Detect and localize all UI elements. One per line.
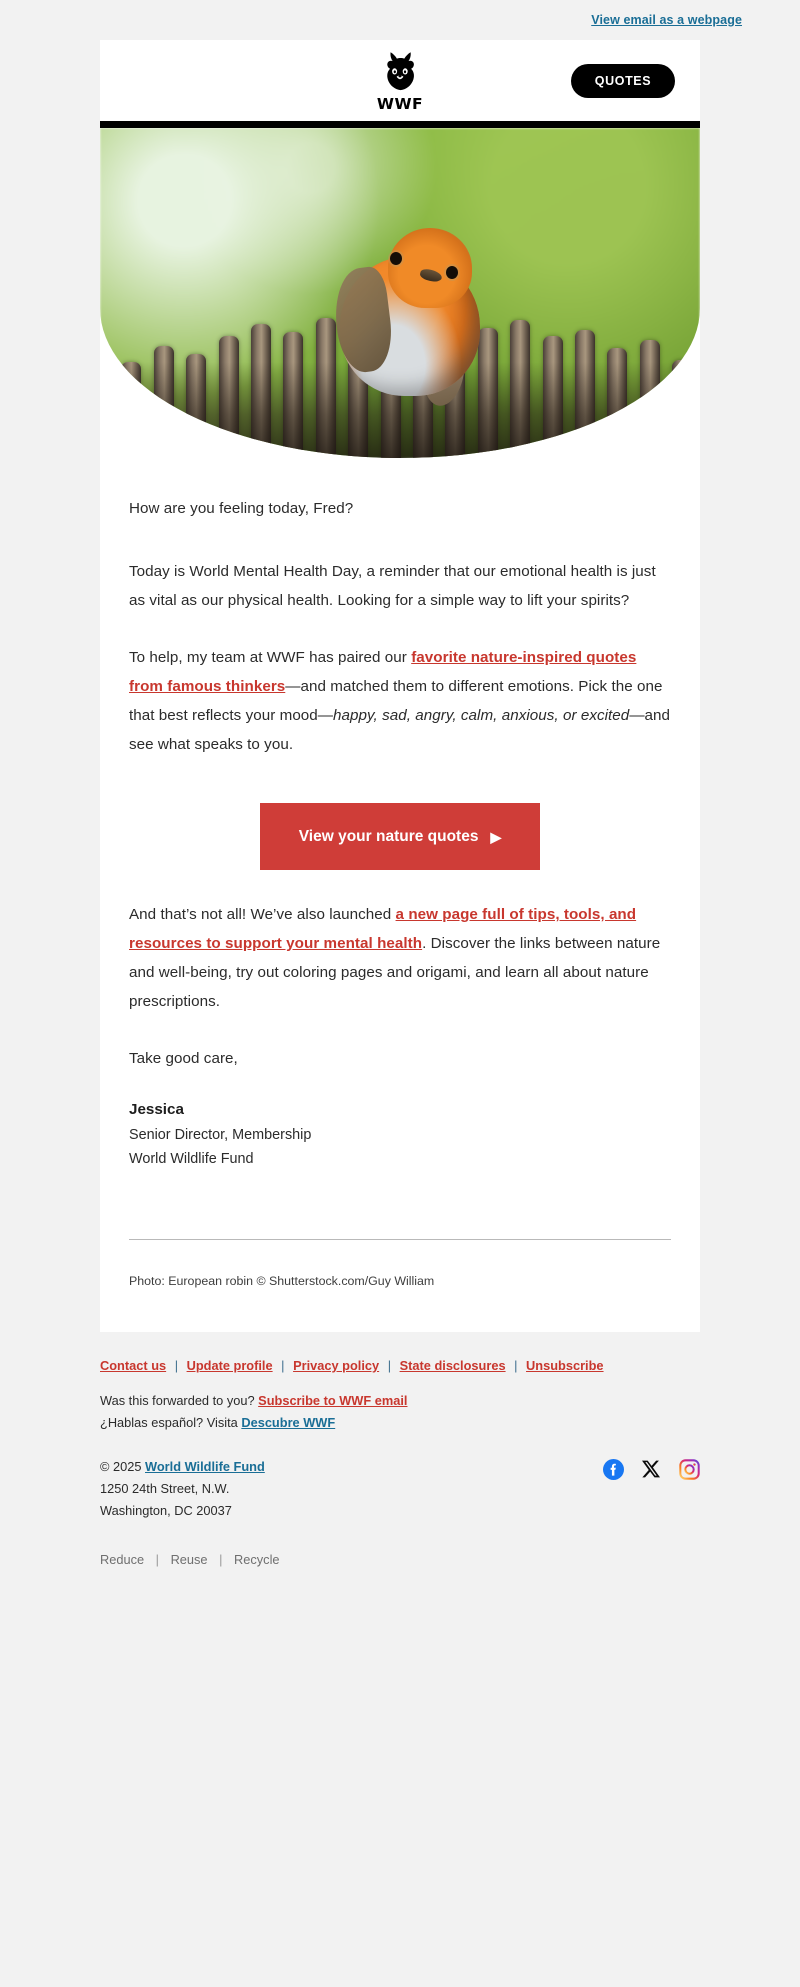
eco-recycle: Recycle xyxy=(234,1552,280,1567)
instagram-icon[interactable] xyxy=(679,1459,700,1480)
footer-separator: | xyxy=(514,1358,518,1373)
email-card xyxy=(100,40,700,1332)
intro-paragraph: Today is World Mental Health Day, a reminder that our emotional health is just as vital as our physical health. Looking for a simple way to lift your spirits? xyxy=(129,563,656,609)
email-header xyxy=(100,40,700,121)
mental-health-resources-link[interactable]: a new page full of tips, tools, and resources to support your mental health xyxy=(129,906,637,952)
email-footer xyxy=(0,1332,800,1607)
footer-link-state-disclosures[interactable]: State disclosures xyxy=(399,1358,506,1373)
descubre-wwf-link[interactable]: Descubre WWF xyxy=(241,1415,336,1430)
eco-reuse: Reuse xyxy=(170,1552,208,1567)
copyright-link[interactable]: World Wildlife Fund xyxy=(145,1459,265,1474)
address-line-2: Washington, DC 20037 xyxy=(100,1503,232,1518)
subscribe-link[interactable]: Subscribe to WWF email xyxy=(258,1393,408,1408)
signature-name: Jessica xyxy=(129,1101,184,1118)
quotes-paragraph-part3: —and see what speaks to you. xyxy=(129,707,671,753)
signature-block xyxy=(129,1101,671,1171)
eco-row xyxy=(100,1552,700,1607)
preheader-bar xyxy=(0,0,800,40)
view-email-as-webpage-link[interactable]: View email as a webpage xyxy=(591,13,742,27)
eco-reduce: Reduce xyxy=(100,1552,145,1567)
nature-quotes-link[interactable]: favorite nature-inspired quotes from famous thinkers xyxy=(129,649,637,695)
x-twitter-icon[interactable] xyxy=(641,1459,662,1480)
quotes-paragraph xyxy=(129,643,671,759)
footer-link-update-profile[interactable]: Update profile xyxy=(186,1358,273,1373)
play-arrow-icon: ▶ xyxy=(490,828,502,845)
social-icons xyxy=(603,1456,700,1480)
resources-paragraph-part2: . Discover the links between nature and well-being, try out coloring pages and origami, and learn all about nature prescriptions. xyxy=(129,935,661,1010)
photo-credit: Photo: European robin © Shutterstock.com/Guy William xyxy=(129,1274,435,1288)
quotes-paragraph-part2: —and matched them to different emotions. Pick the one that best reflects your mood— xyxy=(129,678,663,724)
eco-separator: | xyxy=(155,1552,159,1567)
address-block xyxy=(100,1456,265,1522)
black-divider-bar xyxy=(100,121,700,128)
footer-separator: | xyxy=(387,1358,392,1373)
emotion-words: happy, sad, angry, calm, anxious, or excited xyxy=(333,707,630,724)
signature-organization: World Wildlife Fund xyxy=(129,1151,254,1167)
quotes-paragraph-part1: To help, my team at WWF has paired our xyxy=(129,649,412,666)
panda-icon xyxy=(379,49,421,95)
forwarded-row xyxy=(100,1390,700,1412)
spanish-text: ¿Hablas español? Visita xyxy=(100,1415,238,1430)
facebook-icon[interactable] xyxy=(603,1459,624,1480)
footer-bottom xyxy=(100,1456,700,1522)
view-nature-quotes-button[interactable] xyxy=(260,803,540,870)
greeting-text: How are you feeling today, Fred? xyxy=(129,500,354,517)
resources-paragraph-part1: And that’s not all! We’ve also launched xyxy=(129,906,396,923)
spanish-row xyxy=(100,1412,700,1434)
footer-links-row xyxy=(100,1358,700,1373)
footer-link-unsubscribe[interactable]: Unsubscribe xyxy=(526,1358,604,1373)
resources-paragraph xyxy=(129,900,671,1016)
cta-container xyxy=(129,787,671,900)
footer-link-privacy-policy[interactable]: Privacy policy xyxy=(293,1358,380,1373)
wwf-wordmark: WWF xyxy=(376,94,424,113)
footer-link-contact-us[interactable]: Contact us xyxy=(100,1358,167,1373)
footer-separator: | xyxy=(174,1358,179,1373)
cta-label: View your nature quotes xyxy=(298,827,479,845)
signature-title: Senior Director, Membership xyxy=(129,1127,312,1143)
address-line-1: 1250 24th Street, N.W. xyxy=(100,1481,230,1496)
closing-text: Take good care, xyxy=(129,1050,238,1067)
email-body xyxy=(100,458,700,1332)
wwf-panda-logo[interactable] xyxy=(374,49,426,113)
forwarded-text: Was this forwarded to you? xyxy=(100,1393,255,1408)
robin-bird xyxy=(336,228,484,396)
copyright-prefix: © 2025 xyxy=(100,1459,142,1474)
eco-separator: | xyxy=(219,1552,223,1567)
hero-image-robin xyxy=(100,128,700,458)
copyright-row xyxy=(100,1456,265,1478)
footer-separator: | xyxy=(281,1358,285,1373)
quotes-button[interactable]: QUOTES xyxy=(571,64,675,98)
